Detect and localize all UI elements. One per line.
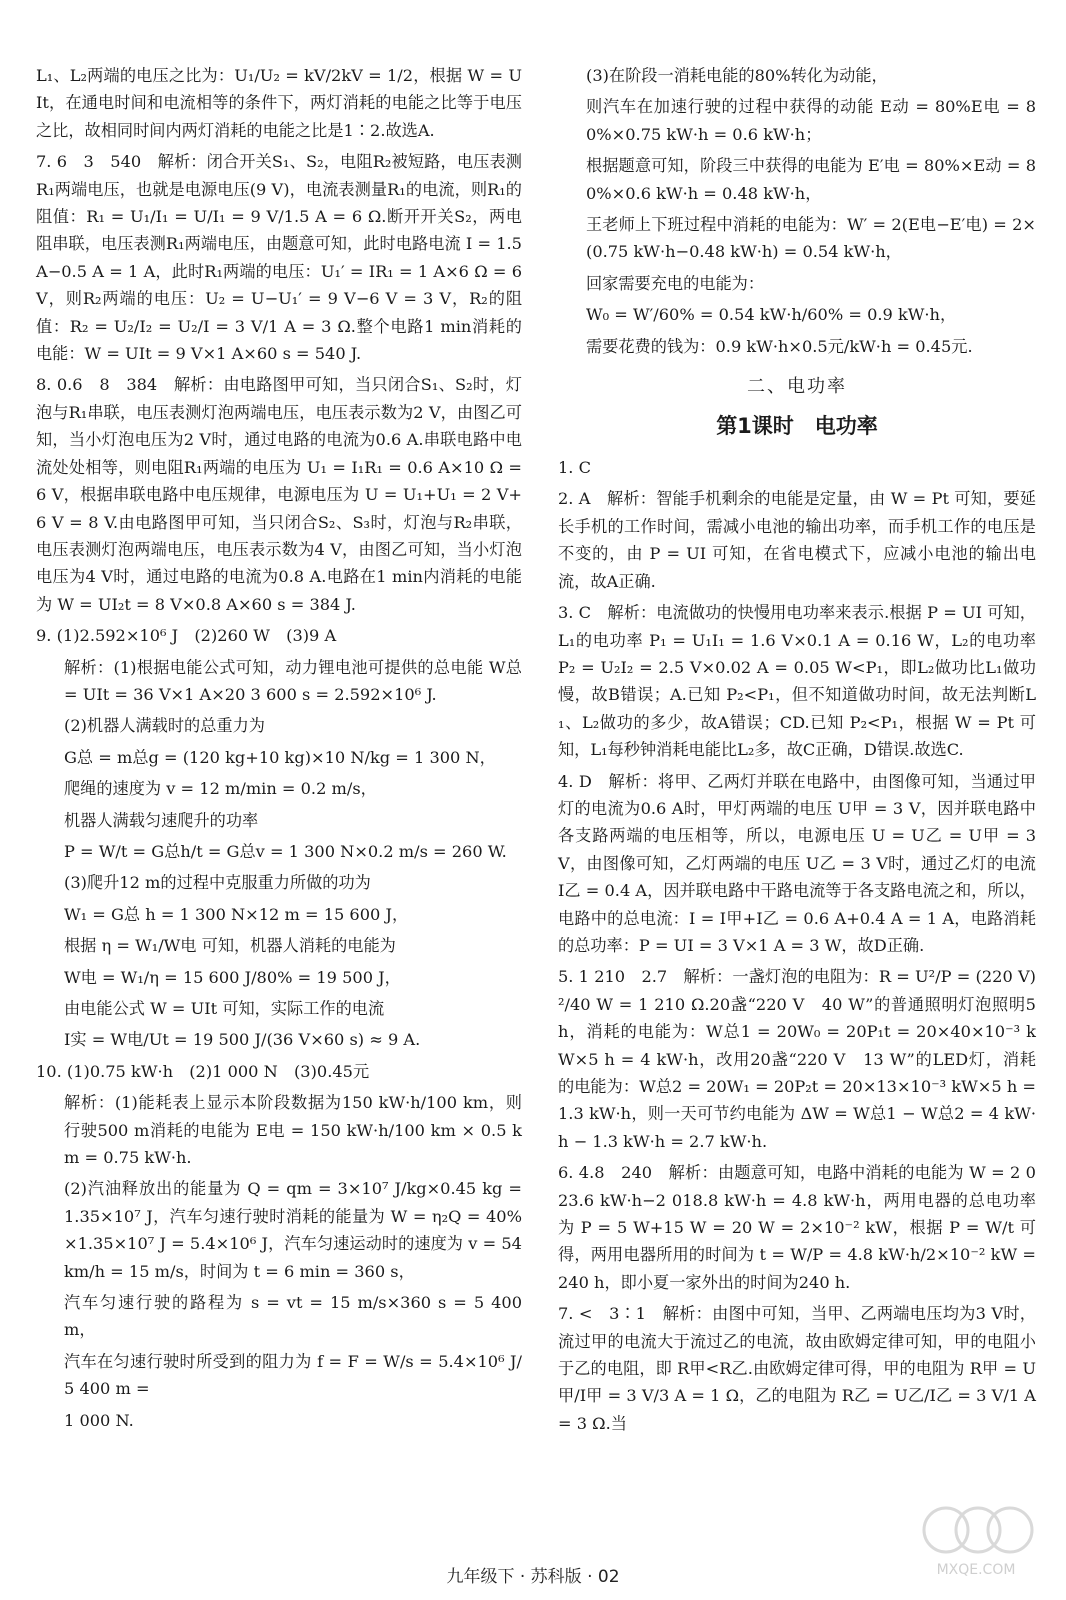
answer-9-line: 爬绳的速度为 v = 12 m/min = 0.2 m/s， [64, 779, 377, 799]
answer-5: 5. 1 210 2.7 解析：一盏灯泡的电阻为：R = U²/P = (220 V)²/40 W = 1 210 Ω.20盏“220 V 40 W”的普通照明灯泡照明5 h，消耗的电能为：W总1 = 20W₀ = 20P₁t = 20×40×10⁻³ kW×5 h = 4 kW·h，改用20盏“220 V 13 W”的LED灯，消耗的电能为：W总2 = 20W₁ = 20P₂t = 20×13×10⁻³ kW×5 h = 1.3 kW·h，则一天可节约电能为 ΔW = W总1 − W总2 = 4 kW·h − 1.3 kW·h = 2.7 kW·h. [558, 967, 1042, 1151]
answer-10-cont: 需要花费的钱为：0.9 kW·h×0.5元/kW·h = 0.45元. [586, 336, 973, 356]
answer-9-line: 解析：(1)根据电能公式可知，动力锂电池可提供的总电能 W总 = UIt = 36 V×1 A×20 3 600 s = 2.592×10⁶ J. [64, 657, 528, 704]
answer-9-line: P = W/t = G总h/t = G总v = 1 300 N×0.2 m/s = 260 W. [64, 841, 507, 861]
answer-9-line: (3)爬升12 m的过程中克服重力所做的功为 [64, 873, 371, 893]
answer-9-line: 根据 η = W₁/W电 可知，机器人消耗的电能为 [64, 936, 396, 956]
answer-6-tail: L₁、L₂两端的电压之比为：U₁/U₂ = kV/2kV = 1/2，根据 W = UIt，在通电时间和电流相等的条件下，两灯消耗的电能之比等于电压之比，故相同时间内两灯消耗的电能之比是1∶2.故选A. [36, 66, 522, 140]
answer-9-line: 机器人满载匀速爬升的功率 [64, 810, 259, 830]
section-title: 二、电功率 [747, 376, 847, 398]
answer-6: 6. 4.8 240 解析：由题意可知，电路中消耗的电能为 W = 2 023.6 kW·h−2 018.8 kW·h = 4.8 kW·h，两用电器的总电功率为 P = 5 W+15 W = 20 W = 2×10⁻² kW，根据 P = W/t 可得，两用电器所用的时间为 t = W/P = 4.8 kW·h/2×10⁻² kW = 240 h，即小夏一家外出的时间为240 h. [558, 1163, 1042, 1292]
answer-10-line: (2)汽油释放出的能量为 Q = qm = 3×10⁷ J/kg×0.45 kg = 1.35×10⁷ J，汽车匀速行驶时消耗的能量为 W = η₂Q = 40%×1.35×10⁷ J = 5.4×10⁶ J，汽车匀速运动时的速度为 v = 54 km/h = 15 m/s，时间为 t = 6 min = 360 s， [64, 1179, 528, 1281]
answer-10-line: 汽车匀速行驶的路程为 s = vt = 15 m/s×360 s = 5 400 m， [64, 1293, 528, 1340]
answer-1: 1. C [558, 458, 591, 478]
svg-text:MXQE.COM: MXQE.COM [936, 1562, 1016, 1578]
answer-10-line: 1 000 N. [64, 1410, 134, 1430]
answer-8: 8. 0.6 8 384 解析：由电路图甲可知，当只闭合S₁、S₂时，灯泡与R₁串联，电压表测灯泡两端电压，电压表示数为2 V，由图乙可知，当小灯泡电压为2 V时，通过电路的电流为0.6 A.串联电路中电流处处相等，则电阻R₁两端的电压为 U₁ = I₁R₁ = 0.6 A×10 Ω = 6 V，根据串联电路中电压规律，电源电压为 U = U₁+U₁ = 2 V+6 V = 8 V.由电路图甲可知，当只闭合S₂、S₃时，灯泡与R₂串联，电压表测灯泡两端电压，电压表示数为4 V，由图乙可知，当小灯泡电压为4 V时，通过电路的电流为0.8 A.电路在1 min内消耗的电能为 W = UI₂t = 8 V×0.8 A×60 s = 384 J. [36, 375, 528, 614]
answer-10-line: 汽车在匀速行驶时所受到的阻力为 f = F = W/s = 5.4×10⁶ J/5 400 m = [64, 1351, 522, 1399]
answer-3: 3. C 解析：电流做功的快慢用电功率来表示.根据 P = UI 可知，L₁的电功率 P₁ = U₁I₁ = 1.6 V×0.1 A = 0.16 W，L₂的电功率 P₂ = U₂I₂ = 2.5 V×0.02 A = 0.05 W<P₁，即L₂做功比L₁做功慢，故B错误；A.已知 P₂<P₁，但不知道做功时间，故无法判断L₁、L₂做功的多少，故A错误；CD.已知 P₂<P₁，根据 W = Pt 可知，L₁每秒钟消耗电能比L₂多，故C正确，D错误.故选C. [558, 603, 1042, 760]
lesson-title: 第1课时 电功率 [716, 414, 878, 439]
answer-9-head: 9. (1)2.592×10⁶ J (2)260 W (3)9 A [36, 626, 337, 646]
answer-9-line: G总 = m总g = (120 kg+10 kg)×10 N/kg = 1 300 N， [64, 747, 496, 767]
answer-10-cont: W₀ = W′/60% = 0.54 kW·h/60% = 0.9 kW·h， [586, 305, 957, 325]
answer-10-line: 解析：(1)能耗表上显示本阶段数据为150 kW·h/100 km，则行驶500 m消耗的电能为 E电 = 150 kW·h/100 km × 0.5 km = 0.75 kW·h. [64, 1093, 522, 1168]
answer-9-line: W₁ = G总 h = 1 300 N×12 m = 15 600 J， [64, 904, 409, 924]
answer-10-cont: (3)在阶段一消耗电能的80%转化为动能， [586, 66, 888, 85]
answer-9-line: I实 = W电/Ut = 19 500 J/(36 V×60 s) ≈ 9 A. [64, 1030, 421, 1050]
answer-10-cont: 则汽车在加速行驶的过程中获得的动能 E动 = 80%E电 = 80%×0.75 kW·h = 0.6 kW·h； [586, 97, 1036, 144]
page-footer: 九年级下 · 苏科版 · 02 [446, 1567, 620, 1587]
answer-10-cont: 根据题意可知，阶段三中获得的电能为 E′电 = 80%×E动 = 80%×0.6 kW·h = 0.48 kW·h， [586, 156, 1036, 203]
answer-2: 2. A 解析：智能手机剩余的电能是定量，由 W = Pt 可知，要延长手机的工作时间，需减小电池的输出功率，而手机工作的电压是不变的，由 P = UI 可知，在省电模式下，应减小电池的输出电流，故A正确. [558, 489, 1036, 591]
answer-10-head: 10. (1)0.75 kW·h (2)1 000 N (3)0.45元 [36, 1061, 370, 1081]
answer-10-cont: 回家需要充电的电能为： [586, 273, 765, 293]
answer-7: 7. < 3∶1 解析：由图中可知，当甲、乙两端电压均为3 V时，流过甲的电流大于流过乙的电流，故由欧姆定律可知，甲的电阻小于乙的电阻，即 R甲<R乙.由欧姆定律可得，甲的电阻为 R甲 = U甲/I甲 = 3 V/3 A = 1 Ω，乙的电阻为 R乙 = U乙/I乙 = 3 V/1 A = 3 Ω.当 [558, 1304, 1042, 1433]
answer-7: 7. 6 3 540 解析：闭合开关S₁、S₂，电阻R₂被短路，电压表测R₁两端电压，也就是电源电压(9 V)，电流表测量R₁的电流，则R₁的阻值：R₁ = U₁/I₁ = U/I₁ = 9 V/1.5 A = 6 Ω.断开开关S₂，两电阻串联，电压表测R₁两端电压，由题意可知，此时电路电流 I = 1.5 A−0.5 A = 1 A，此时R₁两端的电压：U₁′ = IR₁ = 1 A×6 Ω = 6 V，则R₂两端的电压：U₂ = U−U₁′ = 9 V−6 V = 3 V，R₂的阻值：R₂ = U₂/I₂ = U₂/I = 3 V/1 A = 3 Ω.整个电路1 min消耗的电能：W = UIt = 9 V×1 A×60 s = 540 J. [36, 152, 528, 364]
answer-4: 4. D 解析：将甲、乙两灯并联在电路中，由图像可知，当通过甲灯的电流为0.6 A时，甲灯两端的电压 U甲 = 3 V，因并联电路中各支路两端的电压相等，所以，电源电压 U = U乙 = U甲 = 3 V，由图像可知，乙灯两端的电压 U乙 = 3 V时，通过乙灯的电流 I乙 = 0.4 A，因并联电路中干路电流等于各支路电流之和，所以，电路中的总电流：I = I甲+I乙 = 0.6 A+0.4 A = 1 A，电路消耗的总功率：P = UI = 3 V×1 A = 3 W，故D正确. [558, 771, 1042, 955]
answer-9-line: 由电能公式 W = UIt 可知，实际工作的电流 [64, 999, 385, 1018]
answer-9-line: (2)机器人满载时的总重力为 [64, 716, 265, 736]
answer-9-line: W电 = W₁/η = 15 600 J/80% = 19 500 J， [64, 967, 401, 987]
right-column [558, 62, 1042, 1441]
answer-10-cont: 王老师上下班过程中消耗的电能为：W′ = 2(E电−E′电) = 2×(0.75 kW·h−0.48 kW·h) = 0.54 kW·h， [586, 215, 1036, 262]
left-column [36, 62, 528, 1438]
